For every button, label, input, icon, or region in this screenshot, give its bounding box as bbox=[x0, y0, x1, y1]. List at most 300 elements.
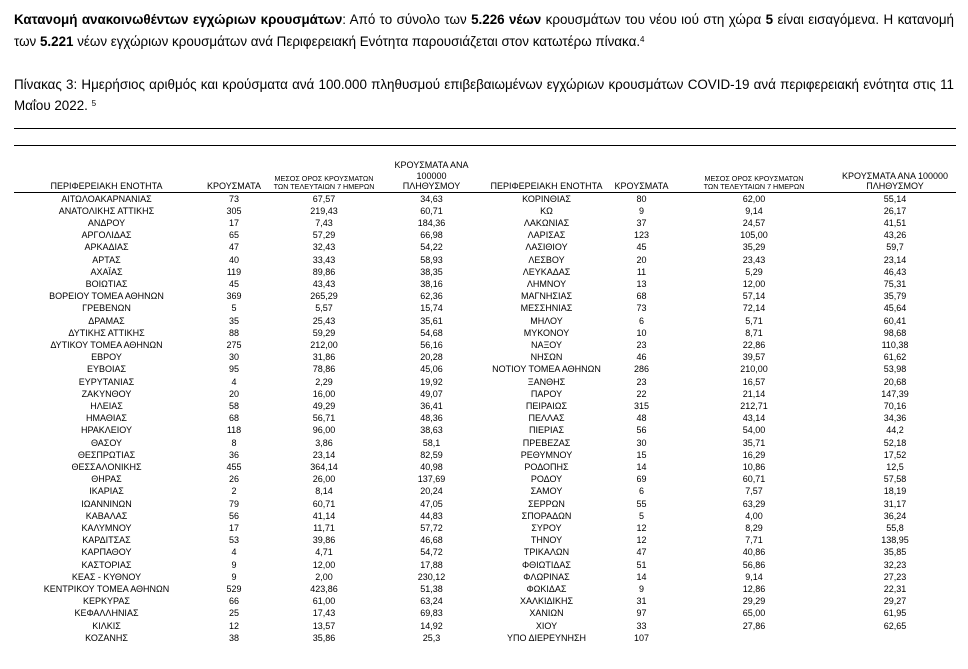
cell-cases-2: 5 bbox=[638, 510, 644, 521]
cell-region: ΚΕΦΑΛΛΗΝΙΑΣ bbox=[74, 608, 139, 619]
cell-region: ΗΛΕΙΑΣ bbox=[90, 400, 123, 411]
cell-region: ΒΟΡΕΙΟΥ ΤΟΜΕΑ ΑΘΗΝΩΝ bbox=[49, 291, 164, 302]
cell-avg7-2: 39,57 bbox=[742, 352, 766, 363]
cell-cases: 9 bbox=[231, 571, 237, 582]
header-per100k-line1-2: ΚΡΟΥΣΜΑΤΑ ΑΝΑ 100000 bbox=[842, 170, 948, 181]
cell-cases-2: 10 bbox=[636, 327, 647, 338]
cell-cases-2: 22 bbox=[636, 388, 647, 399]
cell-region: ΚΕΑΣ - ΚΥΘΝΟΥ bbox=[71, 571, 142, 582]
cell-cases: 36 bbox=[228, 449, 239, 460]
header-per100k-2 bbox=[834, 160, 956, 192]
cell-cases-2: 11 bbox=[636, 266, 647, 277]
cell-region-2: ΣΕΡΡΩΝ bbox=[528, 498, 565, 509]
cell-region: ΕΥΒΟΙΑΣ bbox=[86, 364, 127, 375]
cell-avg7: 12,00 bbox=[312, 559, 336, 570]
cell-cases-2: 73 bbox=[636, 303, 647, 314]
cell-cases: 9 bbox=[231, 559, 237, 570]
cell-region-2: ΜΗΛΟΥ bbox=[530, 315, 563, 326]
cell-cases: 38 bbox=[228, 632, 239, 643]
cell-avg7-2: 9,14 bbox=[745, 205, 763, 216]
cell-avg7-2: 63,29 bbox=[742, 498, 766, 509]
header-avg7-2 bbox=[674, 160, 834, 192]
cell-cases-2: 33 bbox=[636, 620, 647, 631]
table-row bbox=[14, 192, 956, 205]
cell-per100k-2: 61,62 bbox=[883, 352, 907, 363]
cell-avg7-2: 16,57 bbox=[742, 376, 766, 387]
cell-per100k-2: 20,68 bbox=[883, 376, 907, 387]
cell-per100k-2: 12,5 bbox=[886, 461, 904, 472]
cell-cases: 68 bbox=[228, 413, 239, 424]
cell-cases-2: 80 bbox=[636, 193, 647, 204]
table-row bbox=[14, 266, 956, 278]
cell-per100k-2: 45,64 bbox=[883, 303, 907, 314]
cell-per100k: 60,71 bbox=[420, 205, 443, 216]
cell-per100k-2: 29,27 bbox=[883, 596, 907, 607]
intro-imported-count: 5 bbox=[765, 12, 774, 27]
cell-avg7-2: 35,29 bbox=[742, 242, 766, 253]
cell-region-2: ΤΗΝΟΥ bbox=[530, 535, 563, 546]
cell-cases-2: 48 bbox=[636, 413, 647, 424]
intro-text-2: κρουσμάτων του νέου ιού στη χώρα bbox=[541, 12, 766, 27]
cell-avg7-2: 16,29 bbox=[742, 449, 766, 460]
header-avg7-line2-2: ΤΩΝ ΤΕΛΕΥΤΑΙΩΝ 7 ΗΜΕΡΩΝ bbox=[703, 182, 805, 191]
cell-cases: 305 bbox=[226, 205, 242, 216]
cell-region-2: ΤΡΙΚΑΛΩΝ bbox=[523, 547, 570, 558]
table-row bbox=[14, 339, 956, 351]
cell-avg7-2: 62,00 bbox=[742, 193, 766, 204]
cell-per100k-2: 55,8 bbox=[886, 522, 904, 533]
table-row bbox=[14, 559, 956, 571]
cell-region: ΑΡΤΑΣ bbox=[92, 254, 121, 265]
cell-region-2: ΡΕΘΥΜΝΟΥ bbox=[520, 449, 573, 460]
cell-per100k: 20,24 bbox=[420, 486, 443, 497]
cell-per100k-2: 36,24 bbox=[883, 510, 907, 521]
cell-avg7: 13,57 bbox=[312, 620, 336, 631]
cell-region: ΑΙΤΩΛΟΑΚΑΡΝΑΝΙΑΣ bbox=[61, 193, 152, 204]
table-row bbox=[14, 376, 956, 388]
cell-avg7-2: 65,00 bbox=[742, 608, 766, 619]
intro-text-4: νέων εγχώριων κρουσμάτων ανά Περιφερειακή Ενότητα παρουσιάζεται στον κατωτέρω πίνακα. bbox=[73, 34, 641, 49]
cell-avg7: 67,57 bbox=[312, 193, 336, 204]
cell-region: ΔΡΑΜΑΣ bbox=[88, 315, 125, 326]
cell-cases-2: 37 bbox=[636, 217, 647, 228]
table-caption-text: Πίνακας 3: Ημερήσιος αριθμός και κρούσματα ανά 100.000 πληθυσμού επιβεβαιωμένων εγχώριων κρουσμάτων COVID-19 ανά περιφερειακή ενότητα στις 11 Μαΐου 2022. bbox=[14, 77, 954, 113]
cell-per100k-2: 41,51 bbox=[883, 217, 907, 228]
cell-per100k: 40,98 bbox=[420, 461, 443, 472]
table-row bbox=[14, 461, 956, 473]
cell-cases: 65 bbox=[228, 230, 239, 241]
cell-cases-2: 15 bbox=[636, 449, 647, 460]
cell-avg7-2: 29,29 bbox=[742, 596, 766, 607]
cell-avg7: 35,86 bbox=[312, 632, 336, 643]
cell-avg7: 7,43 bbox=[315, 217, 333, 228]
table-row bbox=[14, 290, 956, 302]
cell-cases: 66 bbox=[228, 596, 239, 607]
table-row bbox=[14, 546, 956, 558]
table-row bbox=[14, 437, 956, 449]
table-row bbox=[14, 595, 956, 607]
cell-avg7-2: 7,71 bbox=[745, 535, 763, 546]
cell-per100k-2: 98,68 bbox=[883, 327, 907, 338]
cell-per100k: 46,68 bbox=[420, 535, 443, 546]
cell-region: ΑΡΓΟΛΙΔΑΣ bbox=[81, 230, 132, 241]
cell-per100k-2: 46,43 bbox=[883, 266, 907, 277]
table-row bbox=[14, 412, 956, 424]
cell-region: ΚΕΡΚΥΡΑΣ bbox=[83, 596, 130, 607]
cell-region: ΚΕΝΤΡΙΚΟΥ ΤΟΜΕΑ ΑΘΗΝΩΝ bbox=[43, 584, 170, 594]
table-row bbox=[14, 449, 956, 461]
table-row bbox=[14, 400, 956, 412]
cell-region-2: ΦΛΩΡΙΝΑΣ bbox=[523, 571, 570, 582]
table-row bbox=[14, 522, 956, 534]
cell-per100k: 20,28 bbox=[420, 352, 443, 363]
cell-avg7: 4,71 bbox=[315, 547, 333, 558]
cell-cases-2: 315 bbox=[633, 400, 650, 411]
table-row bbox=[14, 278, 956, 290]
cell-region-2: ΠΕΙΡΑΙΩΣ bbox=[525, 400, 568, 411]
table-row bbox=[14, 315, 956, 327]
cell-cases: 73 bbox=[228, 193, 239, 204]
cell-region: ΗΜΑΘΙΑΣ bbox=[86, 413, 127, 424]
cell-region-2: ΝΗΣΩΝ bbox=[530, 352, 563, 363]
cell-cases: 58 bbox=[228, 400, 239, 411]
cell-avg7: 5,57 bbox=[315, 303, 333, 314]
cell-cases: 30 bbox=[228, 352, 239, 363]
cell-region: ΚΑΣΤΟΡΙΑΣ bbox=[81, 559, 132, 570]
cell-region: ΔΥΤΙΚΗΣ ΑΤΤΙΚΗΣ bbox=[68, 327, 145, 338]
cell-avg7-2: 40,86 bbox=[742, 547, 766, 558]
cell-per100k-2: 60,41 bbox=[883, 315, 907, 326]
cell-cases-2: 12 bbox=[636, 522, 647, 533]
cell-region-2: ΚΩ bbox=[540, 205, 553, 216]
table-row bbox=[14, 327, 956, 339]
table-row bbox=[14, 241, 956, 253]
cell-per100k: 38,16 bbox=[420, 278, 443, 289]
caption-footnote-ref: 5 bbox=[91, 99, 97, 108]
cell-region-2: ΠΡΕΒΕΖΑΣ bbox=[522, 437, 571, 448]
cell-per100k-2: 23,14 bbox=[883, 254, 907, 265]
cell-cases-2: 13 bbox=[636, 278, 647, 289]
cell-cases-2: 14 bbox=[636, 571, 647, 582]
cell-avg7-2: 5,71 bbox=[745, 315, 763, 326]
cell-cases: 17 bbox=[228, 522, 239, 533]
table-row bbox=[14, 302, 956, 314]
cell-cases: 369 bbox=[226, 291, 242, 302]
cell-cases: 8 bbox=[231, 437, 237, 448]
cell-cases-2: 107 bbox=[633, 632, 650, 643]
cell-region: ΚΑΛΥΜΝΟΥ bbox=[81, 522, 132, 533]
cell-cases: 20 bbox=[228, 388, 239, 399]
cell-region-2: ΛΑΡΙΣΑΣ bbox=[527, 230, 566, 241]
cell-region: ΚΑΡΠΑΘΟΥ bbox=[81, 547, 132, 558]
cell-cases: 455 bbox=[226, 461, 242, 472]
cell-cases-2: 9 bbox=[638, 584, 644, 594]
cell-avg7-2: 72,14 bbox=[742, 303, 766, 314]
cell-avg7: 61,00 bbox=[312, 596, 336, 607]
cell-region: ΚΑΒΑΛΑΣ bbox=[85, 510, 128, 521]
cell-cases: 12 bbox=[228, 620, 239, 631]
cell-cases: 5 bbox=[231, 303, 237, 314]
table-row bbox=[14, 510, 956, 522]
cell-per100k-2: 62,65 bbox=[883, 620, 907, 631]
divider-top bbox=[14, 128, 956, 129]
cell-per100k: 58,93 bbox=[420, 254, 443, 265]
cell-per100k: 54,72 bbox=[420, 547, 443, 558]
cell-avg7: 16,00 bbox=[312, 388, 336, 399]
cell-cases-2: 31 bbox=[636, 596, 647, 607]
cell-region: ΑΝΔΡΟΥ bbox=[87, 217, 126, 228]
cell-avg7-2: 24,57 bbox=[742, 217, 766, 228]
cell-per100k: 230,12 bbox=[417, 571, 446, 582]
cell-avg7-2: 5,29 bbox=[745, 266, 763, 277]
table-row bbox=[14, 351, 956, 363]
cell-cases: 88 bbox=[228, 327, 239, 338]
cell-cases-2: 286 bbox=[633, 364, 650, 375]
cell-region: ΑΡΚΑΔΙΑΣ bbox=[84, 242, 129, 253]
cell-avg7: 33,43 bbox=[312, 254, 336, 265]
cell-region: ΚΙΛΚΙΣ bbox=[92, 620, 121, 631]
cell-region: ΓΡΕΒΕΝΩΝ bbox=[82, 303, 131, 314]
cell-avg7: 59,29 bbox=[312, 327, 336, 338]
cell-region: ΚΟΖΑΝΗΣ bbox=[85, 632, 128, 643]
cell-region-2: ΝΑΞΟΥ bbox=[530, 339, 563, 350]
header-cases: ΚΡΟΥΣΜΑΤΑ bbox=[199, 160, 269, 192]
cell-region: ΘΗΡΑΣ bbox=[91, 474, 122, 485]
cell-region-2: ΚΟΡΙΝΘΙΑΣ bbox=[522, 193, 571, 204]
cell-region-2: ΦΘΙΩΤΙΔΑΣ bbox=[522, 559, 571, 570]
cell-cases: 53 bbox=[228, 535, 239, 546]
table-row bbox=[14, 217, 956, 229]
cell-region-2: ΜΥΚΟΝΟΥ bbox=[523, 327, 570, 338]
cell-region-2: ΡΟΔΟΥ bbox=[530, 474, 563, 485]
cell-region-2: ΠΑΡΟΥ bbox=[530, 388, 563, 399]
table-row bbox=[14, 473, 956, 485]
cell-per100k: 57,72 bbox=[420, 522, 443, 533]
cell-cases: 56 bbox=[228, 510, 239, 521]
cell-cases: 45 bbox=[228, 278, 239, 289]
cell-cases-2: 30 bbox=[636, 437, 647, 448]
cell-per100k: 48,36 bbox=[420, 413, 443, 424]
cell-per100k: 25,3 bbox=[422, 632, 441, 643]
cell-region: ΔΥΤΙΚΟΥ ΤΟΜΕΑ ΑΘΗΝΩΝ bbox=[50, 339, 163, 350]
intro-text-1: : Από το σύνολο των bbox=[342, 12, 472, 27]
cell-avg7: 364,14 bbox=[310, 461, 338, 472]
cell-per100k-2: 52,18 bbox=[883, 437, 907, 448]
cell-avg7-2: 60,71 bbox=[742, 474, 766, 485]
intro-total-new: 5.226 νέων bbox=[471, 12, 542, 27]
cell-avg7-2: 8,29 bbox=[745, 522, 763, 533]
cell-avg7-2: 27,86 bbox=[742, 620, 766, 631]
cell-cases: 2 bbox=[231, 486, 237, 497]
cases-table bbox=[14, 160, 956, 644]
table-row bbox=[14, 607, 956, 619]
cell-avg7: 78,86 bbox=[312, 364, 336, 375]
header-region: ΠΕΡΙΦΕΡΕΙΑΚΗ ΕΝΟΤΗΤΑ bbox=[14, 160, 199, 192]
cell-cases: 17 bbox=[228, 217, 239, 228]
cell-avg7-2: 23,43 bbox=[742, 254, 766, 265]
cell-per100k: 19,92 bbox=[420, 376, 443, 387]
cell-cases: 275 bbox=[226, 339, 242, 350]
cell-per100k: 66,98 bbox=[420, 230, 443, 241]
cell-avg7: 3,86 bbox=[315, 437, 333, 448]
cell-per100k-2: 44,2 bbox=[886, 425, 904, 436]
cell-region: ΙΚΑΡΙΑΣ bbox=[89, 486, 124, 497]
cell-region: ΑΧΑΪΑΣ bbox=[90, 266, 123, 277]
cell-per100k-2: 57,58 bbox=[883, 474, 907, 485]
cell-region-2: ΣΥΡΟΥ bbox=[531, 522, 562, 533]
cell-cases-2: 56 bbox=[636, 425, 647, 436]
cell-region-2: ΣΠΟΡΑΔΩΝ bbox=[521, 510, 572, 521]
cell-region-2: ΧΑΛΚΙΔΙΚΗΣ bbox=[519, 596, 574, 607]
cell-region: ΒΟΙΩΤΙΑΣ bbox=[85, 278, 128, 289]
header-avg7-line1: ΜΕΣΟΣ ΟΡΟΣ ΚΡΟΥΣΜΑΤΩΝ bbox=[274, 173, 374, 183]
cell-cases: 79 bbox=[228, 498, 239, 509]
cell-per100k: 58,1 bbox=[422, 437, 441, 448]
cell-per100k-2: 31,17 bbox=[883, 498, 907, 509]
cell-avg7-2: 9,14 bbox=[745, 571, 763, 582]
cell-per100k: 14,92 bbox=[420, 620, 443, 631]
cell-avg7-2: 22,86 bbox=[742, 339, 766, 350]
cell-avg7-2: 210,00 bbox=[740, 364, 768, 375]
cell-per100k-2: 70,16 bbox=[883, 400, 907, 411]
cell-region-2: ΦΩΚΙΔΑΣ bbox=[526, 584, 567, 594]
cell-per100k-2: 59,7 bbox=[886, 242, 904, 253]
cell-avg7: 23,14 bbox=[312, 449, 336, 460]
cell-avg7: 2,29 bbox=[315, 376, 333, 387]
cell-region: ΙΩΑΝΝΙΝΩΝ bbox=[81, 498, 132, 509]
cell-region-2: ΛΑΚΩΝΙΑΣ bbox=[523, 217, 570, 228]
cell-per100k-2: 147,39 bbox=[881, 388, 909, 399]
table-row bbox=[14, 388, 956, 400]
cell-per100k-2: 55,14 bbox=[883, 193, 907, 204]
cell-cases-2: 23 bbox=[636, 339, 647, 350]
cell-avg7: 31,86 bbox=[312, 352, 336, 363]
cell-cases: 47 bbox=[228, 242, 239, 253]
cell-avg7: 57,29 bbox=[312, 230, 336, 241]
cell-per100k: 63,24 bbox=[420, 596, 443, 607]
header-avg7-line2: ΤΩΝ ΤΕΛΕΥΤΑΙΩΝ 7 ΗΜΕΡΩΝ bbox=[273, 182, 375, 191]
cell-per100k-2: 110,38 bbox=[881, 339, 909, 350]
intro-domestic-count: 5.221 bbox=[39, 34, 74, 49]
intro-text-3: είναι εισαγόμενα. Η κατανομή των bbox=[14, 12, 955, 49]
cell-region-2: ΛΕΥΚΑΔΑΣ bbox=[522, 266, 571, 277]
divider-bottom bbox=[14, 145, 956, 146]
cell-per100k: 15,74 bbox=[420, 303, 443, 314]
cell-per100k: 51,38 bbox=[420, 584, 443, 594]
cell-per100k-2: 138,95 bbox=[881, 535, 909, 546]
table-row bbox=[14, 485, 956, 497]
cell-region-2: ΞΑΝΘΗΣ bbox=[527, 376, 566, 387]
cell-per100k: 44,83 bbox=[420, 510, 443, 521]
cell-cases-2: 12 bbox=[636, 535, 647, 546]
cell-per100k: 34,63 bbox=[420, 193, 443, 204]
cell-cases: 529 bbox=[226, 584, 242, 594]
cell-cases: 40 bbox=[228, 254, 239, 265]
cell-avg7: 219,43 bbox=[310, 205, 338, 216]
cell-region-2: ΜΑΓΝΗΣΙΑΣ bbox=[520, 291, 573, 302]
cell-avg7: 25,43 bbox=[312, 315, 336, 326]
header-avg7 bbox=[269, 160, 379, 192]
cell-per100k: 69,83 bbox=[420, 608, 443, 619]
cell-avg7-2: 21,14 bbox=[742, 388, 766, 399]
cell-cases-2: 23 bbox=[636, 376, 647, 387]
cell-avg7-2: 7,57 bbox=[745, 486, 763, 497]
cell-per100k: 36,41 bbox=[420, 400, 443, 411]
cell-cases-2: 51 bbox=[636, 559, 647, 570]
cell-region-2: ΡΟΔΟΠΗΣ bbox=[524, 461, 569, 472]
table-row bbox=[14, 205, 956, 217]
cell-per100k: 82,59 bbox=[420, 449, 443, 460]
table-row bbox=[14, 254, 956, 266]
cell-avg7: 60,71 bbox=[312, 498, 336, 509]
cell-region-2: ΜΕΣΣΗΝΙΑΣ bbox=[520, 303, 573, 314]
cell-per100k-2: 53,98 bbox=[883, 364, 907, 375]
table-row bbox=[14, 229, 956, 241]
cell-region-2: ΝΟΤΙΟΥ ΤΟΜΕΑ ΑΘΗΝΩΝ bbox=[492, 364, 601, 375]
cell-avg7: 423,86 bbox=[310, 584, 338, 594]
cell-per100k: 47,05 bbox=[420, 498, 443, 509]
cell-avg7: 89,86 bbox=[312, 266, 336, 277]
cell-avg7-2: 43,14 bbox=[742, 413, 766, 424]
cell-cases: 95 bbox=[228, 364, 239, 375]
cell-avg7-2 bbox=[674, 632, 834, 644]
table-row bbox=[14, 571, 956, 583]
cell-cases-2: 46 bbox=[636, 352, 647, 363]
cell-region: ΘΕΣΠΡΩΤΙΑΣ bbox=[77, 449, 136, 460]
table-row bbox=[14, 620, 956, 632]
cell-region-2: ΣΑΜΟΥ bbox=[530, 486, 563, 497]
header-avg7-line1-2: ΜΕΣΟΣ ΟΡΟΣ ΚΡΟΥΣΜΑΤΩΝ bbox=[704, 173, 804, 183]
cell-region: ΘΕΣΣΑΛΟΝΙΚΗΣ bbox=[71, 461, 142, 472]
header-per100k-line2-2: ΠΛΗΘΥΣΜΟΥ bbox=[866, 181, 924, 191]
cell-avg7: 26,00 bbox=[312, 474, 336, 485]
cell-region: ΑΝΑΤΟΛΙΚΗΣ ΑΤΤΙΚΗΣ bbox=[58, 205, 155, 216]
cell-cases-2: 55 bbox=[636, 498, 647, 509]
table-row bbox=[14, 583, 956, 595]
cell-avg7-2: 8,71 bbox=[745, 327, 763, 338]
cell-cases: 35 bbox=[228, 315, 239, 326]
cell-per100k: 45,06 bbox=[420, 364, 443, 375]
cell-avg7: 11,71 bbox=[313, 522, 335, 533]
table-row bbox=[14, 498, 956, 510]
cell-cases-2: 68 bbox=[636, 291, 647, 302]
cell-avg7-2: 10,86 bbox=[742, 461, 766, 472]
cell-per100k: 62,36 bbox=[420, 291, 443, 302]
cell-region-2: ΧΑΝΙΩΝ bbox=[529, 608, 564, 619]
cell-per100k-2: 26,17 bbox=[883, 205, 907, 216]
cell-avg7-2: 12,00 bbox=[742, 278, 766, 289]
cell-per100k-2: 35,79 bbox=[883, 291, 907, 302]
cell-cases: 119 bbox=[226, 266, 242, 277]
cell-per100k-2: 61,95 bbox=[883, 608, 907, 619]
table-caption bbox=[14, 74, 954, 116]
cell-cases: 118 bbox=[226, 425, 242, 436]
header-per100k-line1: ΚΡΟΥΣΜΑΤΑ ΑΝΑ 100000 bbox=[394, 160, 469, 181]
cell-region: ΕΥΡΥΤΑΝΙΑΣ bbox=[78, 376, 135, 387]
cell-per100k: 56,16 bbox=[420, 339, 443, 350]
cell-region: ΘΑΣΟΥ bbox=[90, 437, 123, 448]
cell-per100k-2: 35,85 bbox=[883, 547, 907, 558]
cell-cases-2: 69 bbox=[636, 474, 647, 485]
cell-cases: 4 bbox=[231, 547, 237, 558]
intro-footnote-ref: 4 bbox=[640, 35, 645, 44]
cell-per100k: 38,35 bbox=[420, 266, 443, 277]
cell-avg7-2: 54,00 bbox=[742, 425, 766, 436]
cell-region: ΕΒΡΟΥ bbox=[91, 352, 122, 363]
cell-per100k-2: 22,31 bbox=[883, 584, 907, 594]
cell-cases-2: 47 bbox=[636, 547, 647, 558]
cell-region-2: ΧΙΟΥ bbox=[535, 620, 558, 631]
